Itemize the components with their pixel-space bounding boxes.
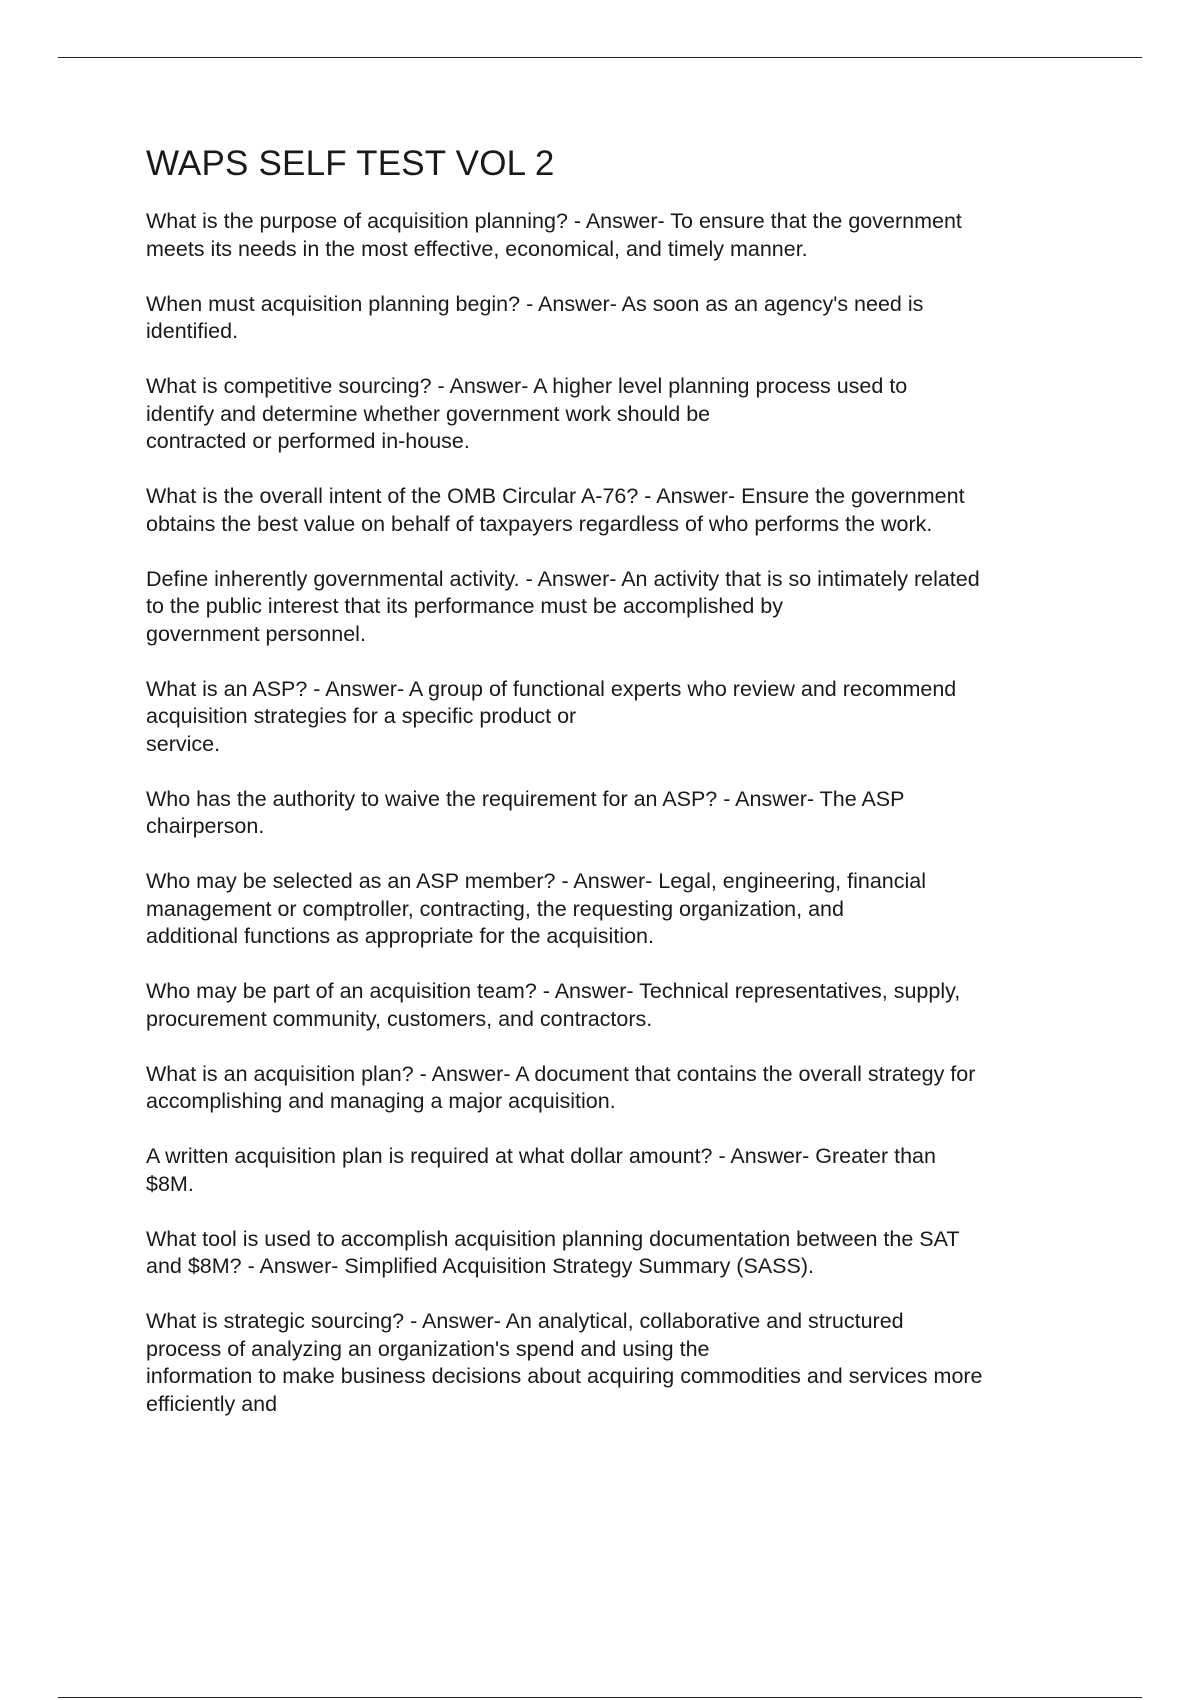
qa-item [146,868,1096,951]
qa-line: What is the purpose of acquisition planning? - Answer- To ensure that the government [146,209,962,233]
qa-line: obtains the best value on behalf of taxpayers regardless of who performs the work. [146,511,933,536]
qa-line: Define inherently governmental activity. - Answer- An activity that is so intimately related [146,566,980,591]
qa-line: chairperson. [146,814,265,838]
qa-line: contracted or performed in-house. [146,429,470,453]
qa-item [146,483,1096,538]
qa-line: information to make business decisions about acquiring commodities and services more [146,1364,983,1388]
qa-line: meets its needs in the most effective, economical, and timely manner. [146,236,808,261]
qa-line: A written acquisition plan is required at what dollar amount? - Answer- Greater than [146,1144,936,1168]
qa-line: $8M. [146,1171,194,1196]
qa-item [146,1143,1096,1198]
qa-item [146,1226,1096,1281]
qa-item [146,1308,1096,1418]
qa-line: identify and determine whether government work should be [146,401,711,426]
qa-item [146,978,1096,1033]
qa-line: government personnel. [146,621,366,646]
qa-line: management or comptroller, contracting, the requesting organization, and [146,896,844,921]
document-body [146,140,1096,1446]
qa-line: acquisition strategies for a specific product or [146,704,577,728]
qa-item [146,1061,1096,1116]
qa-line: identified. [146,319,239,343]
qa-line: service. [146,731,221,756]
bottom-rule [58,1697,1142,1698]
qa-item [146,291,1096,346]
qa-item [146,373,1096,456]
qa-line: to the public interest that its performance must be accomplished by [146,594,783,618]
qa-line: What is competitive sourcing? - Answer- A higher level planning process used to [146,374,908,398]
qa-line: When must acquisition planning begin? - Answer- As soon as an agency's need is [146,291,924,316]
qa-line: Who may be part of an acquisition team? - Answer- Technical representatives, supply, [146,979,961,1003]
qa-line: What is strategic sourcing? - Answer- An analytical, collaborative and structured [146,1309,904,1333]
qa-line: accomplishing and managing a major acquisition. [146,1089,616,1113]
qa-line: process of analyzing an organization's spend and using the [146,1336,710,1361]
qa-line: What tool is used to accomplish acquisition planning documentation between the SAT [146,1226,960,1251]
qa-line: efficiently and [146,1391,278,1416]
qa-item [146,676,1096,759]
qa-line: and $8M? - Answer- Simplified Acquisition Strategy Summary (SASS). [146,1254,814,1278]
qa-item [146,786,1096,841]
document-title: WAPS SELF TEST VOL 2 [146,144,555,183]
qa-line: additional functions as appropriate for the acquisition. [146,924,654,948]
qa-item [146,566,1096,649]
qa-line: procurement community, customers, and contractors. [146,1006,653,1031]
qa-line: Who has the authority to waive the requirement for an ASP? - Answer- The ASP [146,786,905,811]
qa-line: What is an ASP? - Answer- A group of functional experts who review and recommend [146,676,957,701]
top-rule [58,57,1142,58]
qa-item [146,208,1096,263]
qa-line: What is the overall intent of the OMB Circular A-76? - Answer- Ensure the government [146,484,965,508]
qa-line: What is an acquisition plan? - Answer- A document that contains the overall strategy for [146,1061,976,1086]
qa-line: Who may be selected as an ASP member? - Answer- Legal, engineering, financial [146,869,927,893]
